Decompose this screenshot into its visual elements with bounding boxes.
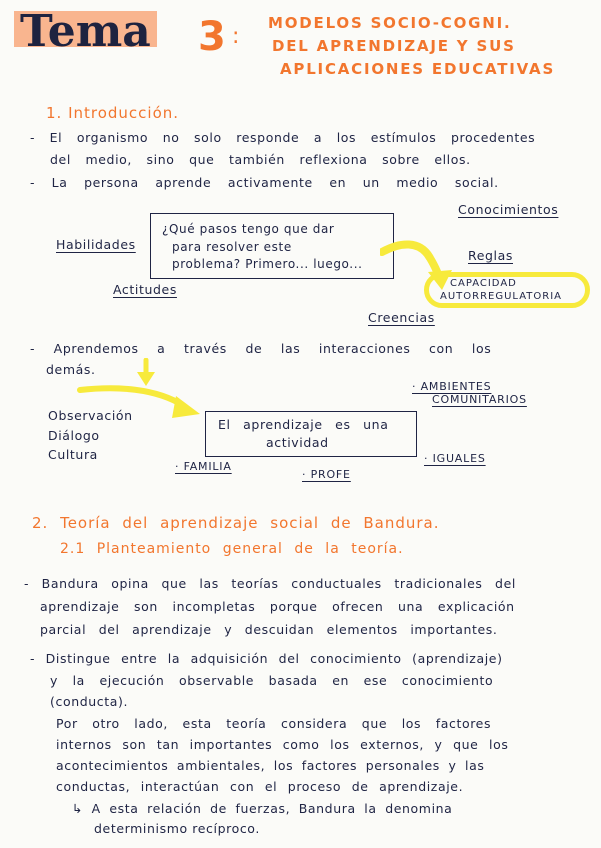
- label-conocimientos: Conocimientos: [458, 202, 559, 217]
- section2-subheading: 2.1 Planteamiento general de la teoría.: [60, 541, 404, 557]
- bullet2: - La persona aprende activamente en un medio social.: [30, 175, 499, 190]
- label-habilidades: Habilidades: [56, 237, 136, 252]
- section2-heading: 2. Teoría del aprendizaje social de Bandura.: [32, 514, 440, 532]
- tema-colon: :: [232, 24, 240, 49]
- para3-line3: acontecimientos ambientales, los factores personales y las: [56, 758, 485, 773]
- diagram2-box-line2: actividad: [266, 435, 329, 450]
- label-familia: · FAMILIA: [175, 460, 232, 473]
- diagram1-box-line1: ¿Qué pasos tengo que dar: [162, 222, 335, 236]
- para3-line1: Por otro lado, esta teoría considera que los factores: [56, 716, 492, 731]
- para3-line4: conductas, interactúan con el proceso de aprendizaje.: [56, 779, 464, 794]
- bullet3-line2: demás.: [46, 362, 96, 377]
- para3-line2: internos son tan importantes como los externos, y que los: [56, 737, 509, 752]
- tema-title: [14, 6, 157, 58]
- label-actitudes: Actitudes: [113, 282, 177, 297]
- list-cultura: Cultura: [48, 447, 98, 462]
- list-observacion: Observación: [48, 408, 133, 423]
- para1-line3: parcial del aprendizaje y descuidan elementos importantes.: [40, 622, 498, 637]
- diagram1-box-line3: problema? Primero... luego...: [172, 257, 363, 271]
- title-line-3: APLICACIONES EDUCATIVAS: [280, 60, 556, 78]
- diagram2-box-line1: El aprendizaje es una: [218, 417, 389, 432]
- capacidad-line1: CAPACIDAD: [450, 278, 517, 289]
- label-comunitarios: COMUNITARIOS: [432, 393, 527, 406]
- para4-line2: determinismo recíproco.: [94, 821, 260, 836]
- para1-line2: aprendizaje son incompletas porque ofrecen una explicación: [40, 599, 515, 614]
- title-line-2: DEL APRENDIZAJE Y SUS: [272, 37, 516, 55]
- para2-line1: - Distingue entre la adquisición del conocimiento (aprendizaje): [30, 651, 503, 666]
- para2-line2: y la ejecución observable basada en ese conocimiento: [50, 673, 494, 688]
- tema-number: 3: [198, 14, 226, 60]
- list-dialogo: Diálogo: [48, 428, 100, 443]
- para2-line3: (conducta).: [50, 694, 129, 709]
- bullet3-line1: - Aprendemos a través de las interacciones con los: [30, 341, 492, 356]
- diagram1-box-line2: para resolver este: [172, 240, 292, 254]
- bullet1-line1: - El organismo no solo responde a los estímulos procedentes: [30, 130, 536, 145]
- para4-line1: ↳ A esta relación de fuerzas, Bandura la denomina: [72, 801, 453, 816]
- section1-heading: 1. Introducción.: [46, 104, 180, 122]
- label-creencias: Creencias: [368, 310, 435, 325]
- tema-word: Tema: [14, 6, 157, 57]
- title-line-1: MODELOS SOCIO-COGNI.: [268, 14, 512, 32]
- bullet1-line2: del medio, sino que también reflexiona sobre ellos.: [50, 152, 471, 167]
- label-iguales: · IGUALES: [424, 452, 486, 465]
- para1-line1: - Bandura opina que las teorías conductuales tradicionales del: [24, 576, 516, 591]
- label-profe: · PROFE: [302, 468, 351, 481]
- label-reglas: Reglas: [468, 248, 513, 263]
- label-ambientes: · AMBIENTES: [412, 380, 492, 393]
- capacidad-line2: AUTORREGULATORIA: [440, 291, 563, 302]
